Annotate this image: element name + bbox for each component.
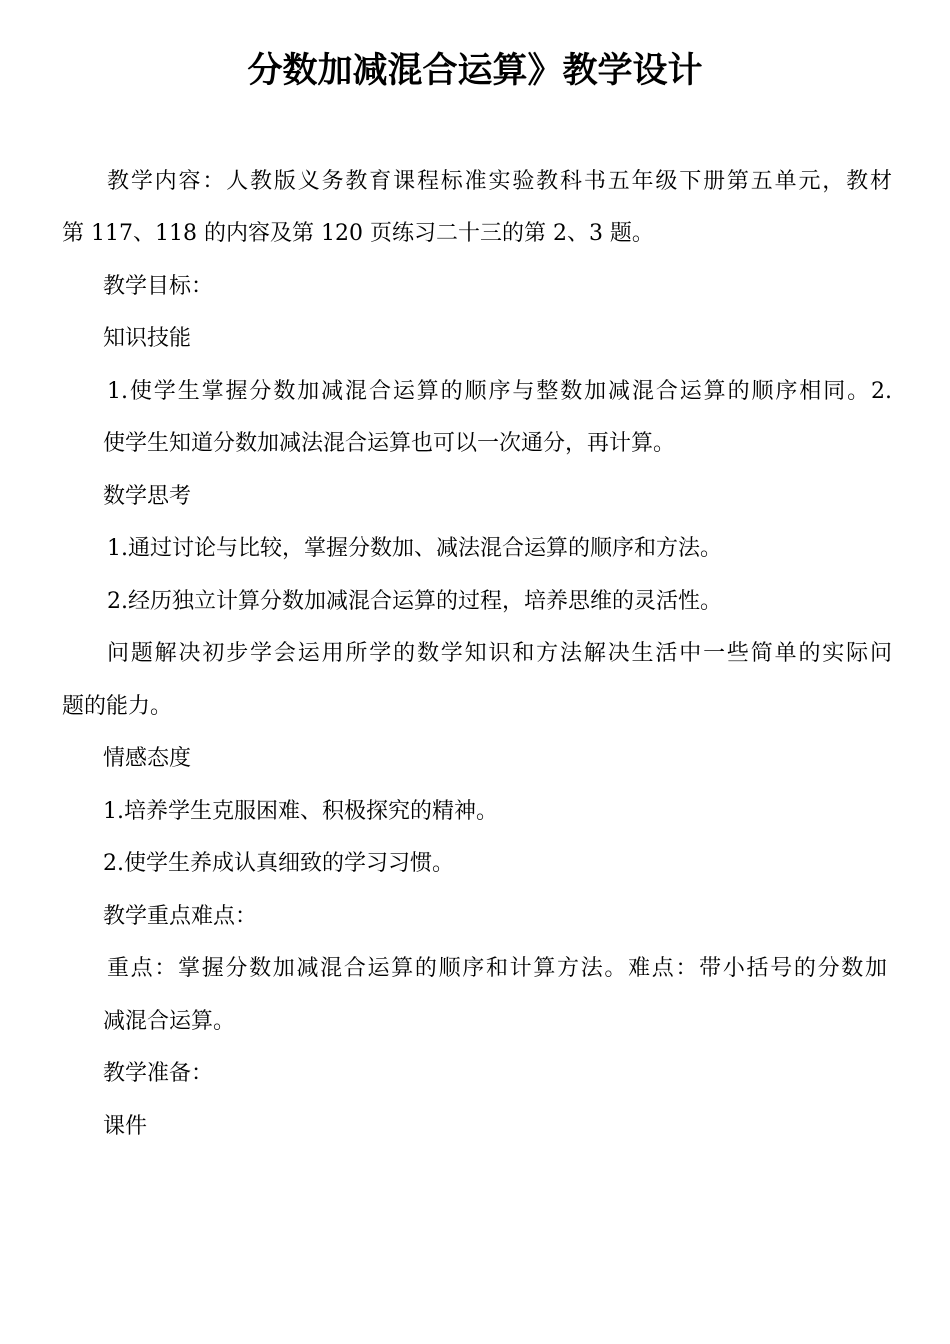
list-item-math-thinking-1: 1.通过讨论与比较，掌握分数加、减法混合运算的顺序和方法。: [107, 536, 722, 561]
paragraph-problem-solving-line-2: 题的能力。: [62, 694, 173, 719]
list-item-math-thinking-2: 2.经历独立计算分数加减混合运算的过程，培养思维的灵活性。: [107, 589, 722, 614]
paragraph-teaching-content-line-2: 第 117、118 的内容及第 120 页练习二十三的第 2、3 题。: [62, 221, 654, 246]
paragraph-key-points-line-2: 减混合运算。: [103, 1009, 236, 1034]
document-title: 分数加减混合运算》教学设计: [247, 51, 703, 91]
paragraph-courseware: 课件: [103, 1114, 148, 1139]
paragraph-key-points-line-1: 重点：掌握分数加减混合运算的顺序和计算方法。难点：带小括号的分数加: [107, 956, 887, 981]
heading-knowledge-skills: 知识技能: [103, 326, 192, 351]
heading-teaching-goals: 教学目标：: [103, 274, 214, 299]
heading-emotion-attitude: 情感态度: [103, 746, 192, 771]
heading-key-difficult-points: 教学重点难点：: [103, 904, 258, 929]
list-item-emotion-attitude-1: 1.培养学生克服困难、积极探究的精神。: [103, 799, 498, 824]
paragraph-problem-solving-line-1: 问题解决初步学会运用所学的数学知识和方法解决生活中一些简单的实际问: [107, 641, 892, 666]
list-item-emotion-attitude-2: 2.使学生养成认真细致的学习习惯。: [103, 851, 454, 876]
heading-math-thinking: 数学思考: [103, 484, 192, 509]
paragraph-knowledge-skills-line-2: 使学生知道分数加减法混合运算也可以一次通分，再计算。: [103, 431, 676, 456]
paragraph-teaching-content-line-1: 教学内容：人教版义务教育课程标准实验教科书五年级下册第五单元，教材: [107, 169, 892, 194]
heading-teaching-preparation: 教学准备：: [103, 1061, 214, 1086]
paragraph-knowledge-skills-line-1: 1.使学生掌握分数加减混合运算的顺序与整数加减混合运算的顺序相同。2.: [107, 379, 892, 404]
